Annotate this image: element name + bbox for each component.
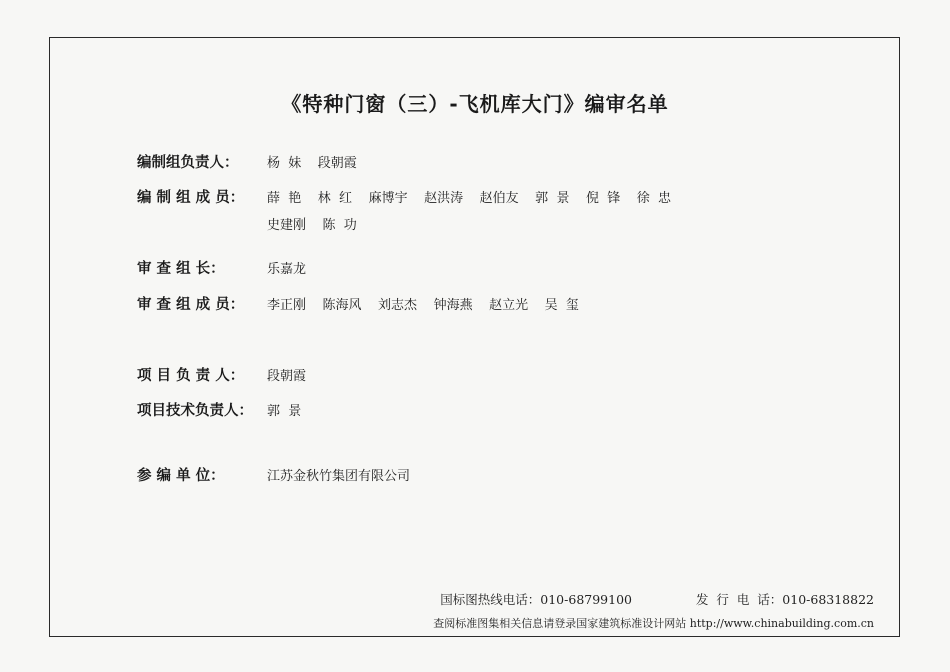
row-label: 参 编 单 位： (137, 468, 225, 484)
document-title: 《特种门窗（三）-飞机库大门》编审名单 (281, 92, 669, 116)
footer-publish-phone: 发 行 电 话：010-68318822 (695, 592, 874, 607)
row-value: 杨 妹 段朝霞 (267, 156, 357, 171)
row-participant-unit (137, 463, 410, 490)
footer-website: 查阅标准图集相关信息请登录国家建筑标准设计网站 http://www.chinabuilding.com.cn (433, 617, 874, 630)
row-label: 编制组负责人： (137, 155, 239, 171)
row-tech-leader (137, 398, 301, 425)
footer-hotline: 国标图热线电话：010-68799100 (440, 592, 632, 607)
row-value: 史建刚 陈 功 (267, 218, 357, 233)
row-value: 薛 艳 林 红 麻博宇 赵洪涛 赵伯友 郭 景 倪 锋 徐 忠 (267, 191, 672, 206)
row-compile-members (137, 185, 671, 239)
row-value: 江苏金秋竹集团有限公司 (267, 469, 411, 484)
row-label: 项目技术负责人： (137, 403, 253, 419)
row-review-leader (137, 256, 306, 283)
row-label: 编 制 组 成 员： (137, 190, 245, 206)
row-label: 审 查 组 长： (137, 261, 225, 277)
row-value: 段朝霞 (267, 369, 307, 384)
row-value: 郭 景 (267, 404, 302, 419)
row-label: 审 查 组 成 员： (137, 297, 245, 313)
row-compile-leader (137, 150, 357, 177)
row-value: 乐嘉龙 (267, 262, 307, 277)
row-label: 项 目 负 责 人： (137, 368, 245, 384)
document-border (49, 37, 900, 637)
row-project-leader (137, 363, 306, 390)
row-value: 李正刚 陈海风 刘志杰 钟海燕 赵立光 吴 玺 (267, 298, 579, 313)
row-review-members (137, 292, 579, 319)
